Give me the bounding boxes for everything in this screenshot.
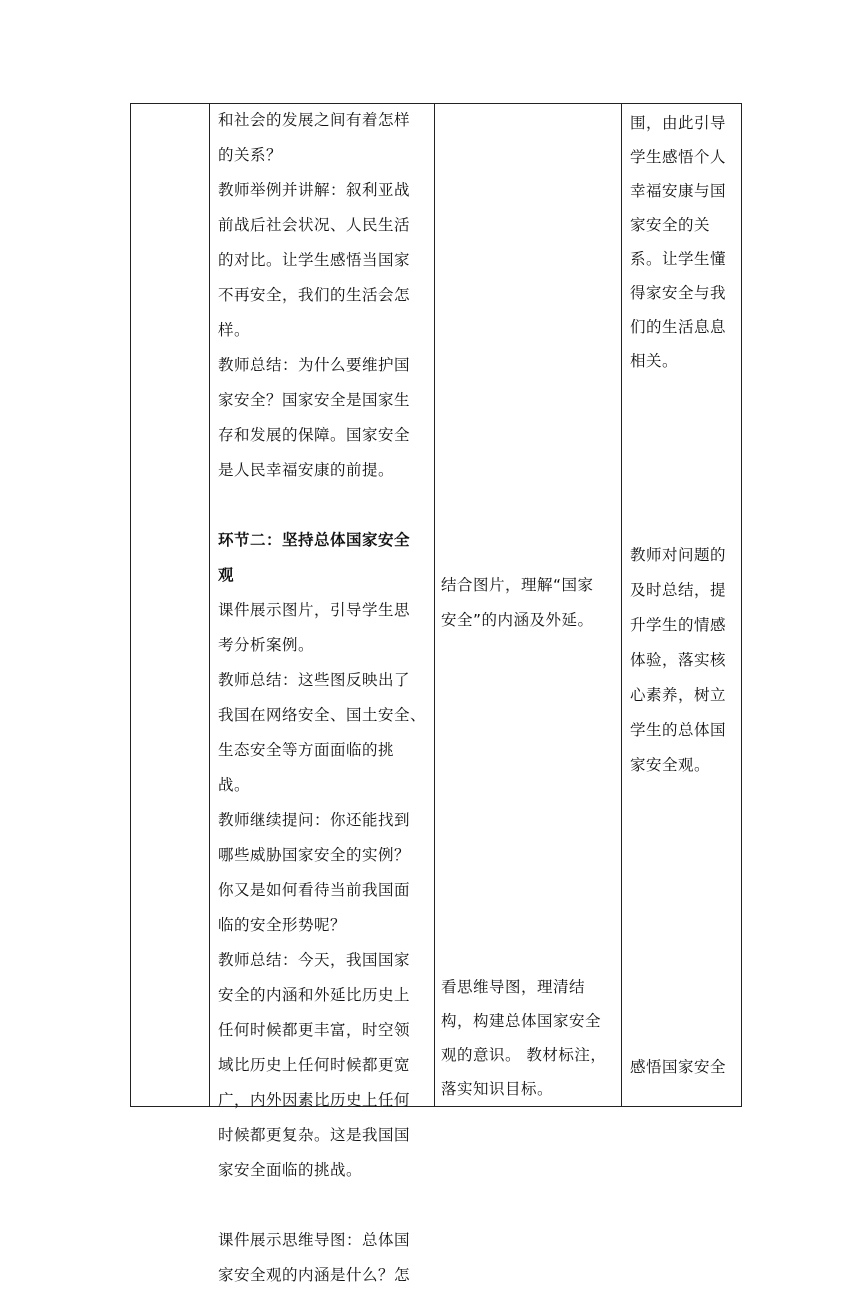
text-line: 学生感悟个人: [630, 148, 727, 166]
text-line: 围，由此引导: [630, 114, 727, 132]
text-line: 时候都更复杂。这是我国国: [218, 1126, 411, 1144]
text-line: [218, 488, 432, 523]
text-line: [218, 1188, 432, 1223]
text-line: 课件展示图片，引导学生思: [218, 601, 411, 619]
text-line: 是人民幸福安康的前提。: [218, 461, 395, 479]
text-line: 考分析案例。: [218, 636, 315, 654]
text-line: 生态安全等方面面临的挑: [218, 741, 395, 759]
design-intent-block-3: [630, 1050, 740, 1085]
text-line: 学生的总体国: [630, 721, 727, 739]
text-line: 样。: [218, 321, 251, 339]
text-line: 相关。: [630, 352, 679, 370]
text-line: 家安全观。: [630, 756, 711, 774]
text-line: 教师对问题的: [630, 546, 727, 564]
text-line: 你又是如何看待当前我国面: [218, 881, 411, 899]
text-line: 看思维导图，理清结: [441, 978, 586, 996]
text-line: 教师总结：今天，我国国家: [218, 951, 411, 969]
design-intent-block-2: [630, 538, 740, 783]
text-line: 安全的内涵和外延比历史上: [218, 986, 411, 1004]
text-line: 广，内外因素比历史上任何: [218, 1091, 411, 1109]
text-line: 家安全观的内涵是什么？怎: [218, 1266, 411, 1284]
text-line: 及时总结，提: [630, 581, 727, 599]
teacher-activity-cell: [218, 103, 432, 1293]
text-line: 任何时候都更丰富，时空领: [218, 1021, 411, 1039]
text-line: 前战后社会状况、人民生活: [218, 216, 411, 234]
text-line: 家安全的关: [630, 216, 711, 234]
text-line: 升学生的情感: [630, 616, 727, 634]
text-line: 环节二：坚持总体国家安全: [218, 531, 411, 549]
text-line: 家安全？国家安全是国家生: [218, 391, 411, 409]
text-line: 得家安全与我: [630, 284, 727, 302]
column-divider-3: [621, 103, 622, 1107]
text-line: 教师总结：这些图反映出了: [218, 671, 411, 689]
text-line: 幸福安康与国: [630, 182, 727, 200]
text-line: 结合图片，理解“国家: [441, 576, 594, 594]
text-line: 教师继续提问：你还能找到: [218, 811, 411, 829]
text-line: 家安全面临的挑战。: [218, 1161, 363, 1179]
table-right-border: [741, 103, 742, 1107]
student-activity-block-1: [441, 568, 619, 638]
text-line: 不再安全，我们的生活会怎: [218, 286, 411, 304]
text-line: 心素养，树立: [630, 686, 727, 704]
column-divider-1: [209, 103, 210, 1107]
text-line: 战。: [218, 776, 251, 794]
text-line: 落实知识目标。: [441, 1080, 554, 1098]
text-line: 体验，落实核: [630, 651, 727, 669]
stage-cell: [131, 104, 209, 1106]
text-line: 教师总结：为什么要维护国: [218, 356, 411, 374]
text-line: 的关系？: [218, 146, 283, 164]
text-line: 临的安全形势呢？: [218, 916, 347, 934]
text-line: 域比历史上任何时候都更宽: [218, 1056, 411, 1074]
text-line: 们的生活息息: [630, 318, 727, 336]
student-activity-block-2: [441, 970, 619, 1106]
text-line: 感悟国家安全: [630, 1058, 727, 1076]
text-line: 系。让学生懂: [630, 250, 727, 268]
text-line: 课件展示思维导图：总体国: [218, 1231, 411, 1249]
text-line: 教师举例并讲解：叙利亚战: [218, 181, 411, 199]
text-line: 观的意识。 教材标注，: [441, 1046, 607, 1064]
text-line: 的对比。让学生感悟当国家: [218, 251, 411, 269]
column-divider-2: [434, 103, 435, 1107]
text-line: 我国在网络安全、国土安全、: [218, 706, 427, 724]
text-line: 存和发展的保障。国家安全: [218, 426, 411, 444]
text-line: 构，构建总体国家安全: [441, 1012, 602, 1030]
text-line: 观: [218, 566, 235, 584]
design-intent-block-1: [630, 106, 740, 378]
text-line: 安全”的内涵及外延。: [441, 611, 594, 629]
text-line: 哪些威胁国家安全的实例？: [218, 846, 411, 864]
text-line: 和社会的发展之间有着怎样: [218, 111, 411, 129]
